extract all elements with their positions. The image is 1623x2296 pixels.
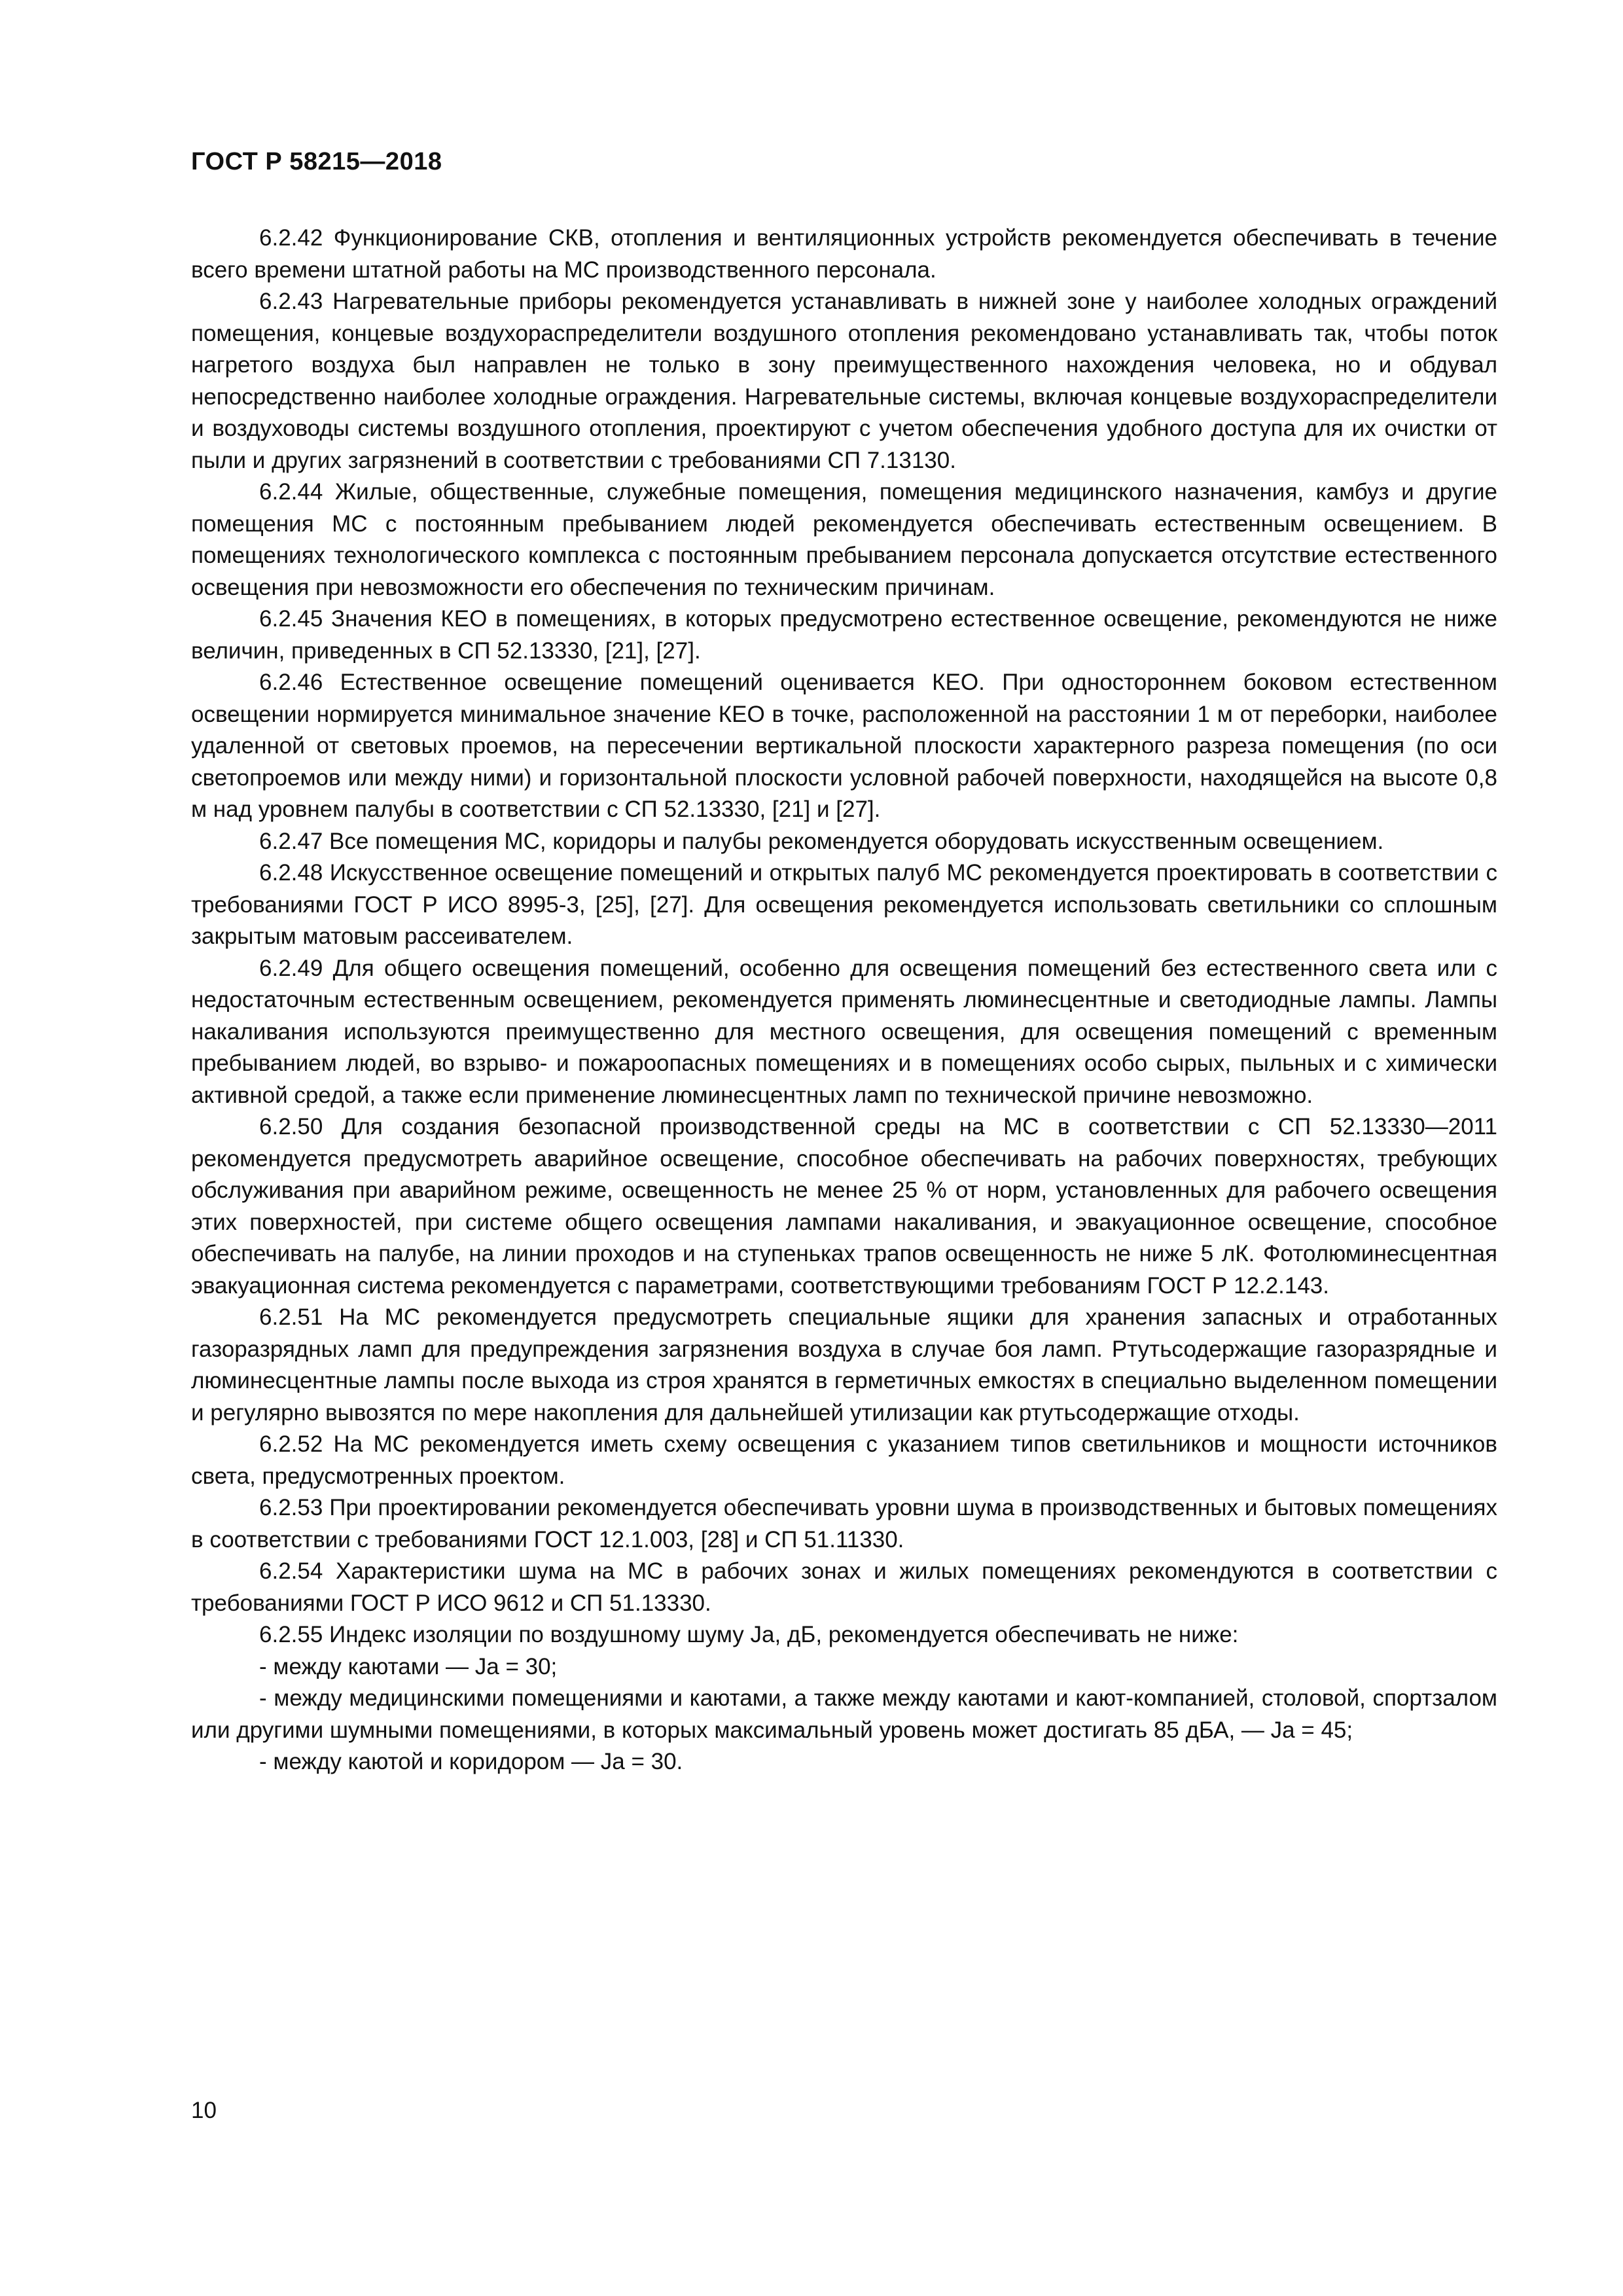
paragraph-6-2-45: 6.2.45 Значения КЕО в помещениях, в которых предусмотрено естественное освещение, рекомендуются не ниже величин, приведенных в СП 52.13330, [21], [27]. bbox=[191, 606, 1497, 664]
paragraph-6-2-50: 6.2.50 Для создания безопасной производственной среды на МС в соответствии с СП 52.13330—2011 рекомендуется предусмотреть аварийное освещение, способное обеспечивать на рабочих поверхностях, требующих обслуживания при аварийном режиме, освещенность не менее 25 % от норм, установленных для рабочего освещения этих поверхностей, при системе общего освещения лампами накаливания, и эвакуационное освещение, способное обеспечивать на палубе, на линии проходов и на ступеньках трапов освещенность не ниже 5 лК. Фотолюминесцентная эвакуационная система рекомендуется с параметрами, соответствующими требованиям ГОСТ Р 12.2.143. bbox=[191, 1114, 1497, 1299]
paragraph-6-2-44: 6.2.44 Жилые, общественные, служебные помещения, помещения медицинского назначения, камбуз и другие помещения МС с постоянным пребыванием людей рекомендуется обеспечивать естественным освещением. В помещениях технологического комплекса с постоянным пребыванием персонала допускается отсутствие естественного освещения при невозможности его обеспечения по техническим причинам. bbox=[191, 479, 1497, 600]
list-item: - между каютой и коридором — Jа = 30. bbox=[259, 1749, 683, 1774]
page-number: 10 bbox=[191, 2098, 217, 2123]
paragraph-6-2-51: 6.2.51 На МС рекомендуется предусмотреть специальные ящики для хранения запасных и отработанных газоразрядных ламп для предупреждения загрязнения воздуха в случае боя ламп. Ртутьсодержащие газоразрядные и люминесцентные лампы после выхода из строя хранятся в герметичных емкостях в специально выделенном помещении и регулярно вывозятся по мере накопления для дальнейшей утилизации как ртутьсодержащие отходы. bbox=[191, 1304, 1497, 1426]
paragraph-6-2-53: 6.2.53 При проектировании рекомендуется обеспечивать уровни шума в производственных и бытовых помещениях в соответствии с требованиями ГОСТ 12.1.003, [28] и СП 51.11330. bbox=[191, 1495, 1497, 1552]
paragraph-6-2-48: 6.2.48 Искусственное освещение помещений и открытых палуб МС рекомендуется проектировать в соответствии с требованиями ГОСТ Р ИСО 8995-3, [25], [27]. Для освещения рекомендуется использовать светильники со сплошным закрытым матовым рассеивателем. bbox=[191, 860, 1497, 949]
paragraph-6-2-42: 6.2.42 Функционирование СКВ, отопления и вентиляционных устройств рекомендуется обеспечивать в течение всего времени штатной работы на МС производственного персонала. bbox=[191, 225, 1497, 283]
paragraph-6-2-54: 6.2.54 Характеристики шума на МС в рабочих зонах и жилых помещениях рекомендуются в соответствии с требованиями ГОСТ Р ИСО 9612 и СП 51.13330. bbox=[191, 1558, 1497, 1616]
paragraph-6-2-47: 6.2.47 Все помещения МС, коридоры и палубы рекомендуется оборудовать искусственным освещением. bbox=[259, 828, 1384, 854]
paragraph-6-2-52: 6.2.52 На МС рекомендуется иметь схему освещения с указанием типов светильников и мощности источников света, предусмотренных проектом. bbox=[191, 1431, 1497, 1489]
list-item: - между каютами — Jа = 30; bbox=[259, 1653, 558, 1679]
paragraph-6-2-55: 6.2.55 Индекс изоляции по воздушному шуму Jа, дБ, рекомендуется обеспечивать не ниже: bbox=[259, 1622, 1239, 1647]
paragraph-6-2-43: 6.2.43 Нагревательные приборы рекомендуется устанавливать в нижней зоне у наиболее холодных ограждений помещения, концевые воздухораспределители воздушного отопления рекомендовано устанавливать так, чтобы поток нагретого воздуха был направлен не только в зону преимущественного нахождения человека, но и обдувал непосредственно наиболее холодные ограждения. Нагревательные системы, включая концевые воздухораспределители и воздуховоды системы воздушного отопления, проектируют с учетом обеспечения удобного доступа для их очистки от пыли и других загрязнений в соответствии с требованиями СП 7.13130. bbox=[191, 289, 1497, 473]
document-body bbox=[191, 223, 1497, 1778]
document-code-header: ГОСТ Р 58215—2018 bbox=[191, 148, 442, 175]
list-item: - между медицинскими помещениями и каютами, а также между каютами и кают-компанией, столовой, спортзалом или другими шумными помещениями, в которых максимальный уровень может достигать 85 дБА, — Jа = 45; bbox=[191, 1685, 1497, 1743]
paragraph-6-2-49: 6.2.49 Для общего освещения помещений, особенно для освещения помещений без естественного света или с недостаточным естественным освещением, рекомендуется применять люминесцентные и светодиодные лампы. Лампы накаливания используются преимущественно для местного освещения, для освещения помещений с временным пребыванием людей, во взрыво- и пожароопасных помещениях и в помещениях особо сырых, пыльных и с химически активной средой, а также если применение люминесцентных ламп по технической причине невозможно. bbox=[191, 955, 1497, 1108]
paragraph-6-2-46: 6.2.46 Естественное освещение помещений оценивается КЕО. При одностороннем боковом естественном освещении нормируется минимальное значение КЕО в точке, расположенной на расстоянии 1 м от переборки, наиболее удаленной от световых проемов, на пересечении вертикальной плоскости характерного разреза помещения (по оси светопроемов или между ними) и горизонтальной плоскости условной рабочей поверхности, находящейся на высоте 0,8 м над уровнем палубы в соответствии с СП 52.13330, [21] и [27]. bbox=[191, 670, 1497, 822]
